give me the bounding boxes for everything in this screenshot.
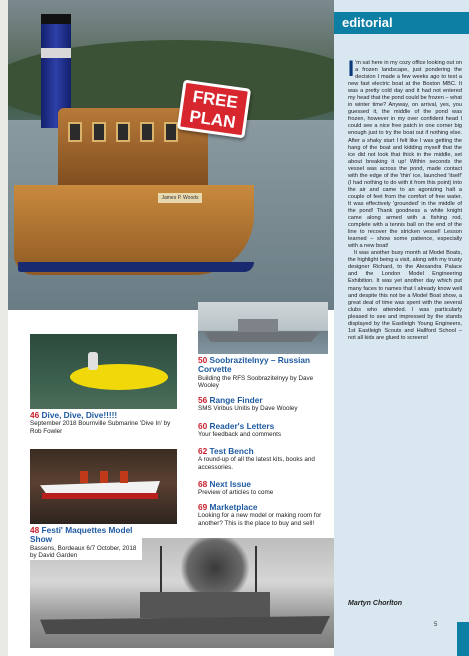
boat-name-plate: James P. Woods	[158, 193, 202, 203]
page-tab-bar	[457, 622, 469, 656]
editorial-body: I 'm sat here in my cozy office looking out on a frozen landscape, just pondering the decision I made a few weeks ago to test a new fast electric boat at the Boston MBC. It was a pretty cold day and it had not entered my head that the pond could be frozen – what in winter time? Anyway, on arrival, yes, you guessed it, the middle of the pond was frozen, however in my over confident head I could see a nice free patch in one corner big enough just to try the boat out if nothing else. After a shaky start I felt like I was getting the hang of the boat and kidding myself that the ice did not look that thick in the middle, set about breaking it up! Within seconds the vessel was across the pond, made contact with the edge of the 'thin' ice, launched 'itself' (I had nothing to do with it from this point) into the air and came to an agonizing halt a couple of feet from the comfort of free water. It was effectively 'grounded' in the middle of the pond! Thank goodness a white knight came along armed with a fishing rod, complete with a tennis ball on the end of the line to recover the stricken vessel! Lesson learned – show some patience, especially with a new boat! It was another busy month at Model Boats, the highlight being a visit, along with my trusty designer Richard, to the Alexandra Palace and the London Model Engineering Exhibition. It was yet another day which put many faces to names that I already know well and despite this not be a Model Boat show, a great deal of time was spent with the several clubs who attended. I was particularly pleased to see and impressed by the stands displayed by the Eastleigh Young Engineers, 1st Eastleigh Scouts and Hallford School – not all kids are glued to screens!	[348, 56, 462, 341]
editorial-heading: editorial	[334, 12, 469, 34]
editor-signature: Martyn Chorlton	[348, 600, 403, 607]
page-number: 5	[434, 622, 438, 628]
contents-entry-62[interactable]: 62 Test Bench A round-up of all the latest kits, books and accessories.	[198, 446, 315, 471]
drop-cap: I	[348, 56, 355, 81]
editorial-column	[334, 0, 469, 656]
corvette-photo	[198, 302, 328, 354]
contents-entry-68[interactable]: 68 Next Issue Preview of articles to come	[198, 479, 274, 497]
submarine-photo	[30, 334, 177, 409]
contents-entry-50[interactable]: 50 Soobrazitelnyy – Russian Corvette Building the RFS Soobrazitelnyy by Dave Wooley	[198, 355, 314, 390]
contents-entry-69[interactable]: 69 Marketplace Looking for a new model or making room for another? This is the place to buy and sell!	[198, 502, 322, 527]
magazine-page	[8, 0, 469, 656]
contents-entry-56[interactable]: 56 Range Finder SMS Viribus Unitis by Dave Wooley	[198, 395, 298, 413]
hero-photo-steam-tug	[8, 0, 334, 310]
free-plan-badge: FREE PLAN	[177, 80, 251, 139]
contents-entry-48[interactable]: 48 Festi' Maquettes Model Show Bassens, Bordeaux 6/7 October, 2018 by David Garden	[30, 526, 142, 560]
contents-entry-60[interactable]: 60 Reader's Letters Your feedback and comments	[198, 421, 282, 439]
liner-model-photo	[30, 449, 177, 524]
contents-entry-46[interactable]: 46 Dive, Dive, Dive!!!!! September 2018 Bournville Submarine 'Dive In' by Rob Fowler	[30, 410, 171, 435]
